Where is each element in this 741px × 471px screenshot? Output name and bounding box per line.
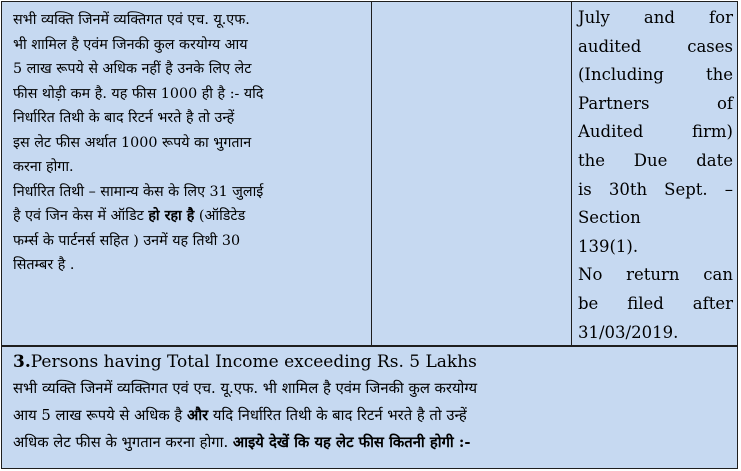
hindi-para1-line: 5 लाख रूपये से अधिक नहीं है उनके लिए लेट <box>13 61 252 77</box>
hindi-text: आय 5 लाख रूपये से अधिक है <box>13 407 187 424</box>
hindi-body-line <box>13 402 731 429</box>
hindi-para1-line: करना होगा. <box>13 159 74 175</box>
hindi-body-line <box>13 429 731 456</box>
english-line: 31/03/2019. <box>578 322 679 342</box>
table-row-late-fee-upto-5-lakh <box>2 2 737 347</box>
section-number: 3. <box>13 352 31 372</box>
english-line: (Including the <box>578 65 733 85</box>
hindi-body-line: सभी व्यक्ति जिनमें व्यक्तिगत एवं एच. यू.एफ. भी शामिल है एवंम जिनकी कुल करयोग्य <box>13 380 478 397</box>
hindi-para1-line: निर्धारित तिथी के बाद रिटर्न भरते है तो उन्हें <box>13 110 235 126</box>
hindi-text: यदि निर्धारित तिथी के बाद रिटर्न भरते है तो उन्हें <box>208 407 467 424</box>
hindi-description-cell <box>2 2 372 345</box>
english-line: 139(1). <box>578 236 639 256</box>
section-heading-text: Persons having Total Income exceeding Rs. 5 Lakhs <box>30 352 477 372</box>
hindi-para2-line <box>13 204 365 229</box>
empty-cell <box>372 2 572 345</box>
hindi-bold-text: आइये देखें कि यह लेट फीस कितनी होगी :- <box>232 434 471 451</box>
hindi-para1-line: भी शामिल है एवंम जिनकी कुल करयोग्य आय <box>13 36 248 53</box>
english-line: audited cases <box>578 36 733 56</box>
english-line: Partners of <box>578 93 733 113</box>
hindi-para1-line: फीस थोड़ी कम है. यह फीस 1000 ही है :- यदि <box>13 85 264 102</box>
hindi-text: अधिक लेट फीस के भुगतान करना होगा. <box>13 434 233 451</box>
tax-late-fee-table <box>1 1 738 469</box>
english-line: is 30th Sept. – <box>578 179 733 199</box>
english-description-cell <box>572 2 737 345</box>
english-line: Section <box>578 208 641 228</box>
english-line: the Due date <box>578 150 733 170</box>
hindi-bold-text: और <box>186 407 209 424</box>
hindi-bold-text: हो रहा है <box>148 208 195 224</box>
hindi-para2-line: सितम्बर है . <box>13 257 75 273</box>
english-line: No return can <box>578 265 733 285</box>
hindi-text: है एवं जिन केस में ऑडिट <box>13 208 149 224</box>
hindi-text: (ऑडिटेड <box>194 208 246 224</box>
english-line: Audited firm) <box>578 122 733 142</box>
hindi-para2-line: निर्धारित तिथी – सामान्य केस के लिए 31 जुलाई <box>13 183 264 200</box>
english-line: July and for <box>578 8 733 27</box>
hindi-para1-line: इस लेट फीस अर्थात 1000 रूपये का भुगतान <box>13 134 252 151</box>
hindi-para1-line: सभी व्यक्ति जिनमें व्यक्तिगत एवं एच. यू.एफ. <box>13 12 250 28</box>
section-heading <box>13 350 731 375</box>
hindi-para2-line: फर्म्स के पार्टनर्स सहित ) उनमें यह तिथी 30 <box>13 232 241 249</box>
english-line: be filed after <box>578 293 733 313</box>
table-row-income-exceeding-5-lakh <box>2 347 737 468</box>
